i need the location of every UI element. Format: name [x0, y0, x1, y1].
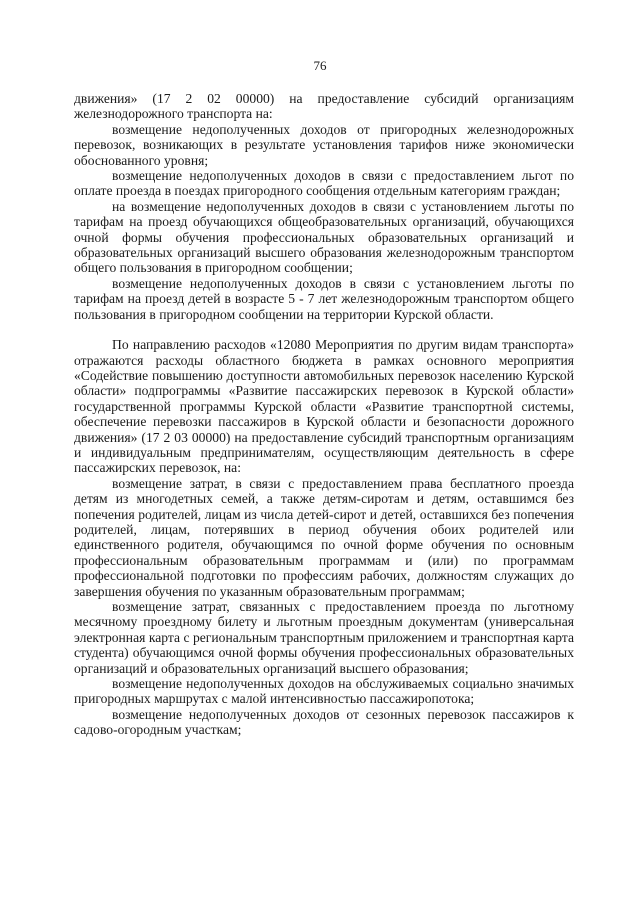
page-number: 76	[313, 58, 327, 73]
paragraph: возмещение недополученных доходов от сезонных перевозок пассажиров к садово-огородным участкам;	[74, 706, 574, 738]
paragraph: возмещение затрат, в связи с предоставлением права бесплатного проезда детям из многодетных семей, а также детям-сиротам и детям, оставшимся без попечения родителей, лицам из числа детей-сирот и детей, оставшихся без попечения родителей, лицам, потерявших в период обучения обоих родителей или единственного родителя, обучающимся по очной форме обучения по основным профессиональным образовательным программам и (или) по программам профессиональной подготовки по профессиям рабочих, должностям служащих до завершения обучения по указанным образовательным программам;	[74, 475, 574, 599]
paragraph: возмещение недополученных доходов в связи с предоставлением льгот по оплате проезда в поездах пригородного сообщения отдельным категориям граждан;	[74, 168, 574, 199]
paragraph: По направлению расходов «12080 Мероприятия по другим видам транспорта» отражаются расходы областного бюджета в рамках основного мероприятия «Содействие повышению доступности автомобильных перевозок населению Курской области» подпрограммы «Развитие пассажирских перевозок в Курской области» государственной программы Курской области «Развитие транспортной системы, обеспечение перевозки пассажиров в Курской области и безопасности дорожного движения» (17 2 03 00000) на предоставление субсидий транспортным организациям и индивидуальным предпринимателям, осуществляющим деятельность в сфере пассажирских перевозок, на:	[74, 337, 574, 476]
paragraph: на возмещение недополученных доходов в связи с установлением льготы по тарифам на проезд обучающихся общеобразовательных организаций, обучающихся очной формы обучения профессиональных образовательных организаций и образовательных организаций высшего образования железнодорожным транспортом общего пользования в пригородном сообщении;	[74, 198, 574, 276]
document-body	[74, 91, 574, 738]
paragraph-gap	[74, 322, 574, 337]
paragraph: возмещение недополученных доходов на обслуживаемых социально значимых пригородных маршрутах с малой интенсивностью пассажиропотока;	[74, 676, 574, 707]
paragraph: возмещение затрат, связанных с предоставлением проезда по льготному месячному проездному билету и льготным проездным документам (универсальная электронная карта с региональным транспортным приложением и транспортная карта студента) обучающимся очной формы обучения профессиональных образовательных организаций и образовательных организаций высшего образования;	[74, 599, 574, 676]
paragraph: движения» (17 2 02 00000) на предоставление субсидий организациям железнодорожного транспорта на:	[74, 91, 574, 122]
paragraph: возмещение недополученных доходов в связи с установлением льготы по тарифам на проезд детей в возрасте 5 - 7 лет железнодорожным транспортом общего пользования в пригородном сообщении на территории Курской области.	[74, 275, 574, 322]
paragraph: возмещение недополученных доходов от пригородных железнодорожных перевозок, возникающих в результате установления тарифов ниже экономически обоснованного уровня;	[74, 121, 574, 168]
